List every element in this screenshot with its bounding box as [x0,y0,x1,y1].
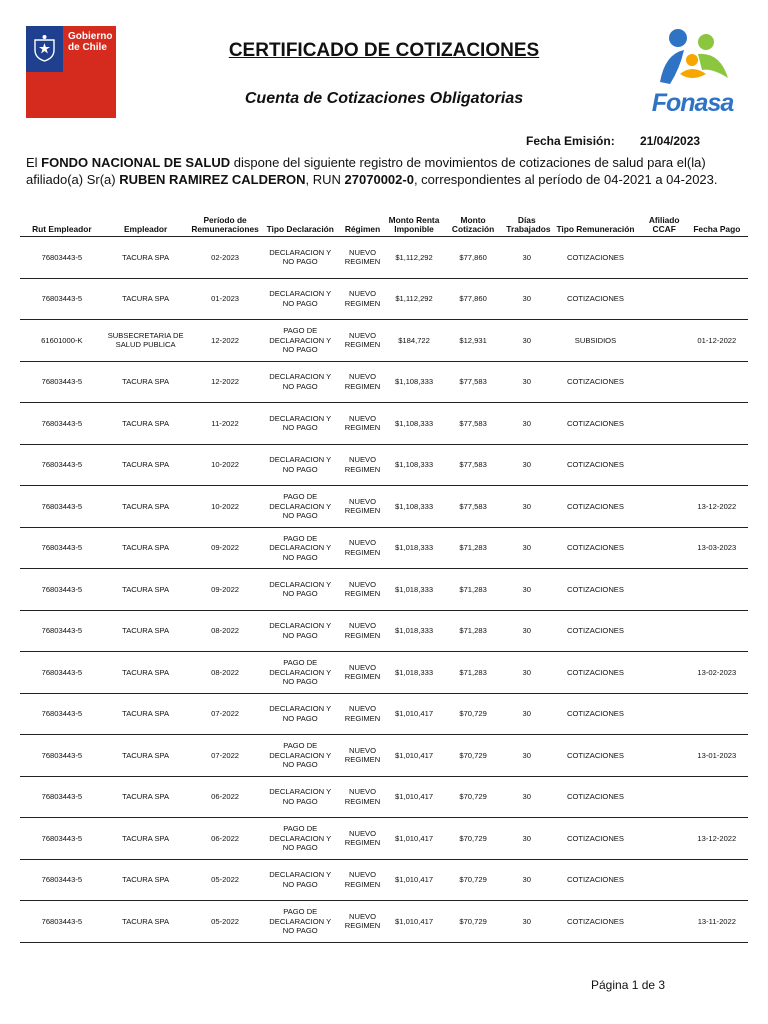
col-afiliado-ccaf-cell [643,486,686,528]
col-rut-empleador-cell: 76803443-5 [20,901,104,943]
col-periodo-cell: 01-2023 [188,278,263,320]
col-monto-cotizacion-cell: $77,860 [441,278,505,320]
table-row [20,735,748,777]
col-rut-empleador-cell: 76803443-5 [20,278,104,320]
col-dias-cell: 30 [505,527,548,569]
col-dias-cell: 30 [505,735,548,777]
table-row [20,901,748,943]
fonasa-people-icon [640,24,745,94]
col-monto-renta-cell: $1,018,333 [387,652,441,694]
col-tipo-remuneracion-cell: COTIZACIONES [548,735,642,777]
col-empleador-cell: SUBSECRETARIA DE SALUD PUBLICA [104,320,188,362]
col-tipo-remuneracion-cell: COTIZACIONES [548,237,642,279]
col-monto-cotizacion-cell: $71,283 [441,610,505,652]
col-periodo-cell: 07-2022 [188,735,263,777]
col-fecha-pago-cell [686,569,748,611]
col-periodo-header: Período de Remuneraciones [188,210,263,237]
col-rut-empleador-cell: 76803443-5 [20,527,104,569]
col-periodo-cell: 10-2022 [188,486,263,528]
col-empleador-cell: TACURA SPA [104,693,188,735]
col-empleador-cell: TACURA SPA [104,652,188,694]
col-fecha-pago-cell [686,403,748,445]
col-tipo-declaracion-cell: DECLARACION Y NO PAGO [263,444,338,486]
col-tipo-remuneracion-cell: COTIZACIONES [548,859,642,901]
table-row [20,527,748,569]
col-monto-cotizacion-cell: $77,583 [441,361,505,403]
col-regimen-cell: NUEVO REGIMEN [338,818,387,860]
col-periodo-cell: 05-2022 [188,901,263,943]
col-regimen-cell: NUEVO REGIMEN [338,859,387,901]
col-afiliado-ccaf-cell [643,859,686,901]
table-row [20,859,748,901]
col-regimen-cell: NUEVO REGIMEN [338,527,387,569]
col-afiliado-ccaf-cell [643,569,686,611]
col-tipo-remuneracion-cell: SUBSIDIOS [548,320,642,362]
col-monto-renta-cell: $1,010,417 [387,735,441,777]
col-tipo-remuneracion-cell: COTIZACIONES [548,652,642,694]
col-tipo-declaracion-header: Tipo Declaración [263,210,338,237]
col-regimen-cell: NUEVO REGIMEN [338,320,387,362]
col-fecha-pago-cell [686,610,748,652]
col-tipo-declaracion-cell: DECLARACION Y NO PAGO [263,278,338,320]
col-periodo-cell: 08-2022 [188,610,263,652]
col-monto-renta-cell: $1,018,333 [387,610,441,652]
table-header-row [20,210,748,237]
col-monto-cotizacion-cell: $77,860 [441,237,505,279]
col-afiliado-ccaf-cell [643,527,686,569]
col-fecha-pago-cell [686,693,748,735]
contributions-table-wrapper [20,210,748,943]
col-monto-renta-cell: $184,722 [387,320,441,362]
col-monto-renta-cell: $1,018,333 [387,569,441,611]
col-regimen-cell: NUEVO REGIMEN [338,901,387,943]
col-periodo-cell: 10-2022 [188,444,263,486]
col-dias-cell: 30 [505,569,548,611]
col-monto-cotizacion-cell: $71,283 [441,569,505,611]
col-monto-renta-cell: $1,108,333 [387,403,441,445]
col-tipo-declaracion-cell: PAGO DE DECLARACION Y NO PAGO [263,901,338,943]
col-periodo-cell: 06-2022 [188,776,263,818]
intro-text: El [26,155,42,170]
col-dias-cell: 30 [505,278,548,320]
col-regimen-cell: NUEVO REGIMEN [338,486,387,528]
document-title: CERTIFICADO DE COTIZACIONES [228,40,540,61]
col-fecha-pago-cell [686,859,748,901]
col-periodo-cell: 07-2022 [188,693,263,735]
col-tipo-remuneracion-cell: COTIZACIONES [548,776,642,818]
table-row [20,278,748,320]
col-tipo-remuneracion-cell: COTIZACIONES [548,818,642,860]
col-empleador-cell: TACURA SPA [104,859,188,901]
col-tipo-declaracion-cell: DECLARACION Y NO PAGO [263,403,338,445]
col-empleador-cell: TACURA SPA [104,527,188,569]
col-dias-cell: 30 [505,776,548,818]
fonasa-logo-text: Fonasa [651,89,734,117]
col-monto-renta-cell: $1,112,292 [387,278,441,320]
contributions-table [20,210,748,943]
col-regimen-cell: NUEVO REGIMEN [338,444,387,486]
document-subtitle: Cuenta de Cotizaciones Obligatorias [244,90,524,107]
col-rut-empleador-cell: 76803443-5 [20,818,104,860]
col-dias-cell: 30 [505,361,548,403]
col-rut-empleador-cell: 76803443-5 [20,652,104,694]
col-tipo-declaracion-cell: PAGO DE DECLARACION Y NO PAGO [263,320,338,362]
col-periodo-cell: 09-2022 [188,527,263,569]
col-monto-renta-cell: $1,010,417 [387,693,441,735]
col-periodo-cell: 08-2022 [188,652,263,694]
col-periodo-cell: 06-2022 [188,818,263,860]
table-row [20,237,748,279]
col-tipo-declaracion-cell: PAGO DE DECLARACION Y NO PAGO [263,527,338,569]
col-rut-empleador-cell: 76803443-5 [20,486,104,528]
col-empleador-header: Empleador [104,210,188,237]
col-regimen-cell: NUEVO REGIMEN [338,403,387,445]
col-rut-empleador-cell: 76803443-5 [20,693,104,735]
col-empleador-cell: TACURA SPA [104,444,188,486]
col-monto-renta-header: Monto Renta Imponible [387,210,441,237]
col-tipo-remuneracion-cell: COTIZACIONES [548,403,642,445]
col-tipo-remuneracion-cell: COTIZACIONES [548,278,642,320]
col-tipo-remuneracion-cell: COTIZACIONES [548,569,642,611]
col-regimen-header: Régimen [338,210,387,237]
table-row [20,320,748,362]
table-row [20,403,748,445]
col-regimen-cell: NUEVO REGIMEN [338,610,387,652]
col-fecha-pago-cell [686,278,748,320]
col-periodo-cell: 09-2022 [188,569,263,611]
col-regimen-cell: NUEVO REGIMEN [338,278,387,320]
table-row [20,818,748,860]
col-afiliado-ccaf-cell [643,444,686,486]
col-tipo-declaracion-cell: DECLARACION Y NO PAGO [263,569,338,611]
col-empleador-cell: TACURA SPA [104,361,188,403]
col-periodo-cell: 12-2022 [188,361,263,403]
col-tipo-remuneracion-cell: COTIZACIONES [548,901,642,943]
col-fecha-pago-cell [686,776,748,818]
col-dias-cell: 30 [505,320,548,362]
col-tipo-remuneracion-cell: COTIZACIONES [548,361,642,403]
col-rut-empleador-cell: 61601000-K [20,320,104,362]
intro-text: , correspondientes al período de 04-2021 a 04-2023. [413,171,718,187]
col-tipo-remuneracion-cell: COTIZACIONES [548,693,642,735]
fecha-emision-value: 21/04/2023 [640,134,701,148]
col-afiliado-ccaf-cell [643,901,686,943]
col-rut-empleador-cell: 76803443-5 [20,859,104,901]
col-dias-cell: 30 [505,610,548,652]
col-afiliado-ccaf-cell [643,652,686,694]
col-regimen-cell: NUEVO REGIMEN [338,569,387,611]
table-row [20,776,748,818]
col-monto-cotizacion-header: Monto Cotización [441,210,505,237]
col-afiliado-ccaf-cell [643,361,686,403]
col-monto-cotizacion-cell: $70,729 [441,735,505,777]
col-empleador-cell: TACURA SPA [104,403,188,445]
col-empleador-cell: TACURA SPA [104,901,188,943]
col-dias-cell: 30 [505,486,548,528]
col-rut-empleador-cell: 76803443-5 [20,776,104,818]
col-tipo-remuneracion-cell: COTIZACIONES [548,527,642,569]
col-monto-cotizacion-cell: $12,931 [441,320,505,362]
col-monto-renta-cell: $1,010,417 [387,859,441,901]
col-fecha-pago-cell [686,361,748,403]
col-monto-cotizacion-cell: $70,729 [441,776,505,818]
col-tipo-declaracion-cell: DECLARACION Y NO PAGO [263,610,338,652]
col-rut-empleador-cell: 76803443-5 [20,444,104,486]
col-empleador-cell: TACURA SPA [104,569,188,611]
col-rut-empleador-cell: 76803443-5 [20,403,104,445]
col-periodo-cell: 11-2022 [188,403,263,445]
col-periodo-cell: 02-2023 [188,237,263,279]
col-periodo-cell: 12-2022 [188,320,263,362]
table-row [20,361,748,403]
affiliate-run: 27070002-0 [344,171,414,187]
col-monto-renta-cell: $1,112,292 [387,237,441,279]
intro-text: , RUN [305,171,345,187]
col-regimen-cell: NUEVO REGIMEN [338,776,387,818]
organization-name: FONDO NACIONAL DE SALUD [41,155,231,170]
table-body [20,237,748,943]
col-afiliado-ccaf-cell [643,818,686,860]
col-fecha-pago-cell [686,444,748,486]
col-monto-renta-cell: $1,010,417 [387,776,441,818]
col-monto-renta-cell: $1,108,333 [387,486,441,528]
col-regimen-cell: NUEVO REGIMEN [338,652,387,694]
col-regimen-cell: NUEVO REGIMEN [338,361,387,403]
col-tipo-declaracion-cell: DECLARACION Y NO PAGO [263,237,338,279]
col-monto-cotizacion-cell: $77,583 [441,486,505,528]
col-tipo-declaracion-cell: PAGO DE DECLARACION Y NO PAGO [263,735,338,777]
col-empleador-cell: TACURA SPA [104,486,188,528]
col-tipo-remuneracion-cell: COTIZACIONES [548,486,642,528]
col-periodo-cell: 05-2022 [188,859,263,901]
col-fecha-pago-cell: 13-12-2022 [686,818,748,860]
col-afiliado-ccaf-cell [643,735,686,777]
col-tipo-remuneracion-cell: COTIZACIONES [548,610,642,652]
fonasa-logo [640,24,745,120]
col-rut-empleador-cell: 76803443-5 [20,237,104,279]
col-tipo-declaracion-cell: PAGO DE DECLARACION Y NO PAGO [263,486,338,528]
col-empleador-cell: TACURA SPA [104,776,188,818]
col-tipo-remuneracion-header: Tipo Remuneración [548,210,642,237]
col-afiliado-ccaf-cell [643,693,686,735]
col-monto-cotizacion-cell: $70,729 [441,859,505,901]
col-dias-cell: 30 [505,403,548,445]
col-empleador-cell: TACURA SPA [104,610,188,652]
col-fecha-pago-cell: 13-12-2022 [686,486,748,528]
table-row [20,569,748,611]
col-dias-cell: 30 [505,652,548,694]
col-tipo-declaracion-cell: PAGO DE DECLARACION Y NO PAGO [263,818,338,860]
col-dias-cell: 30 [505,818,548,860]
col-monto-renta-cell: $1,018,333 [387,527,441,569]
col-dias-header: Días Trabajados [505,210,548,237]
col-rut-empleador-cell: 76803443-5 [20,361,104,403]
col-afiliado-ccaf-cell [643,320,686,362]
col-afiliado-ccaf-cell [643,610,686,652]
col-monto-renta-cell: $1,108,333 [387,444,441,486]
col-tipo-declaracion-cell: DECLARACION Y NO PAGO [263,776,338,818]
col-dias-cell: 30 [505,693,548,735]
col-afiliado-ccaf-cell [643,776,686,818]
col-monto-cotizacion-cell: $70,729 [441,693,505,735]
col-monto-cotizacion-cell: $77,583 [441,444,505,486]
col-monto-cotizacion-cell: $71,283 [441,652,505,694]
col-empleador-cell: TACURA SPA [104,735,188,777]
col-regimen-cell: NUEVO REGIMEN [338,237,387,279]
col-monto-cotizacion-cell: $71,283 [441,527,505,569]
col-monto-renta-cell: $1,010,417 [387,901,441,943]
col-dias-cell: 30 [505,901,548,943]
page-number: Página 1 de 3 [591,978,666,992]
table-row [20,652,748,694]
col-fecha-pago-header: Fecha Pago [686,210,748,237]
col-afiliado-ccaf-header: Afiliado CCAF [643,210,686,237]
col-monto-cotizacion-cell: $70,729 [441,901,505,943]
table-row [20,693,748,735]
col-regimen-cell: NUEVO REGIMEN [338,693,387,735]
col-monto-renta-cell: $1,108,333 [387,361,441,403]
col-tipo-declaracion-cell: PAGO DE DECLARACION Y NO PAGO [263,652,338,694]
col-dias-cell: 30 [505,237,548,279]
table-row [20,610,748,652]
gobierno-logo-text: Gobierno de Chile [68,31,113,53]
col-afiliado-ccaf-cell [643,278,686,320]
intro-paragraph [26,155,746,188]
col-tipo-declaracion-cell: DECLARACION Y NO PAGO [263,859,338,901]
col-monto-cotizacion-cell: $70,729 [441,818,505,860]
col-tipo-remuneracion-cell: COTIZACIONES [548,444,642,486]
col-fecha-pago-cell [686,237,748,279]
col-fecha-pago-cell: 13-02-2023 [686,652,748,694]
col-rut-empleador-cell: 76803443-5 [20,735,104,777]
col-empleador-cell: TACURA SPA [104,278,188,320]
col-tipo-declaracion-cell: DECLARACION Y NO PAGO [263,693,338,735]
col-fecha-pago-cell: 01-12-2022 [686,320,748,362]
col-fecha-pago-cell: 13-03-2023 [686,527,748,569]
col-rut-empleador-header: Rut Empleador [20,210,104,237]
col-monto-cotizacion-cell: $77,583 [441,403,505,445]
fecha-emision-label: Fecha Emisión: [526,134,615,148]
table-row [20,444,748,486]
col-afiliado-ccaf-cell [643,403,686,445]
col-rut-empleador-cell: 76803443-5 [20,610,104,652]
col-regimen-cell: NUEVO REGIMEN [338,735,387,777]
affiliate-name: RUBEN RAMIREZ CALDERON [119,171,306,187]
table-row [20,486,748,528]
col-dias-cell: 30 [505,444,548,486]
col-empleador-cell: TACURA SPA [104,237,188,279]
col-dias-cell: 30 [505,859,548,901]
col-fecha-pago-cell: 13-01-2023 [686,735,748,777]
col-afiliado-ccaf-cell [643,237,686,279]
col-tipo-declaracion-cell: DECLARACION Y NO PAGO [263,361,338,403]
col-empleador-cell: TACURA SPA [104,818,188,860]
col-monto-renta-cell: $1,010,417 [387,818,441,860]
col-rut-empleador-cell: 76803443-5 [20,569,104,611]
intro-text: dispone del siguiente registro de movimientos de cotizaciones de salud para el(la) afiliado(a) Sr(a) [26,155,706,187]
col-fecha-pago-cell: 13-11-2022 [686,901,748,943]
